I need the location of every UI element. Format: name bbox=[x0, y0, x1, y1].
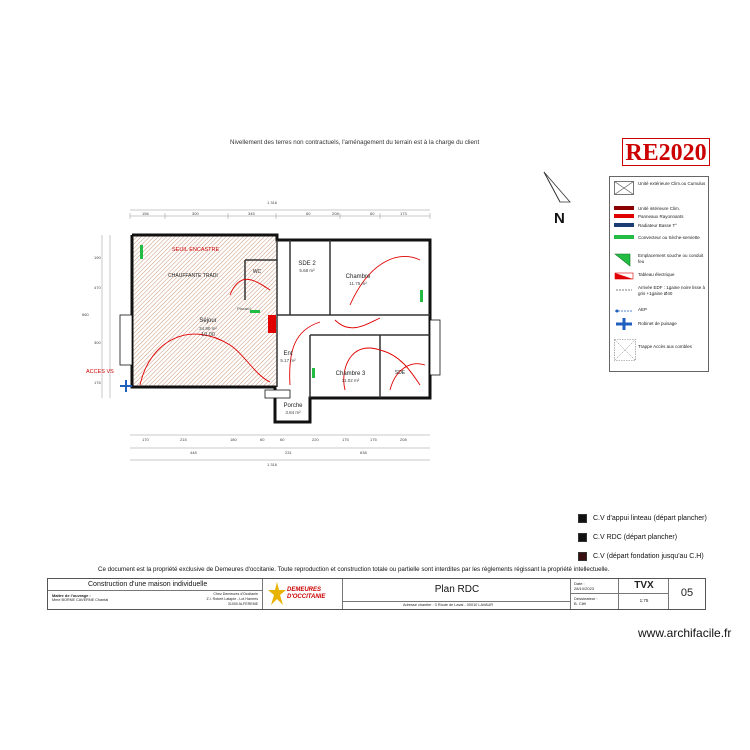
code-cell bbox=[619, 579, 669, 609]
title-block bbox=[47, 578, 706, 610]
dim-bottom: 170 bbox=[142, 437, 149, 442]
attic-hatch-icon bbox=[614, 339, 636, 361]
dim-bottom-total: 231 bbox=[285, 450, 292, 455]
dim-bottom: 215 bbox=[180, 437, 187, 442]
dim-top: 156 bbox=[142, 211, 149, 216]
symbol-legend: Unité extérieure Clim.ou Cumulus Unité intérieure Clim. Panneaux Rayonnants Radiateur Basse T° Convecteur ou Sèche-serviette Emplacement souche ou conduit feu Tableau électrique Arrivée EDF : 1gaine noire lisse à gris +1gaine Ø40 AEP Robinet de puisage Trappe Accès aux combles bbox=[609, 176, 709, 372]
header-note: Nivellement des terres non contractuels, l'aménagement du terrain est à la charge du client bbox=[230, 139, 480, 146]
scale-value: 1:75 bbox=[639, 598, 649, 603]
outdoor-unit-icon bbox=[614, 181, 634, 195]
cv-legend-item: C.V (départ fondation jusqu'au C.H) bbox=[578, 552, 704, 561]
cv-foundation-icon bbox=[578, 552, 587, 561]
dim-bottom: 208 bbox=[400, 437, 407, 442]
room-wc: WC bbox=[252, 269, 262, 275]
dim-bottom: 175 bbox=[370, 437, 377, 442]
drawer-value: B. Clift bbox=[574, 601, 586, 606]
site-address: Adresse chantier : 3 Route de Laval - 00010 LAVAUR bbox=[403, 603, 493, 607]
water-tap-marker bbox=[120, 380, 132, 392]
dim-top: 300 bbox=[192, 211, 199, 216]
dim-top: 208 bbox=[332, 211, 339, 216]
brand-name: DEMEURES D'OCCITANIE bbox=[287, 587, 326, 600]
room-chambre3: Chambre 3 bbox=[335, 371, 366, 377]
plan-title: Plan RDC bbox=[434, 584, 480, 595]
dim-bottom: 220 bbox=[312, 437, 319, 442]
address-line: Chez Demeures d'Occitanie bbox=[213, 592, 258, 596]
dim-left: 300 bbox=[94, 340, 101, 345]
plan-title-cell bbox=[343, 579, 571, 609]
dim-left: 176 bbox=[94, 380, 101, 385]
room-ent-area: 5.17 m² bbox=[280, 358, 296, 363]
room-ent: Ent bbox=[283, 351, 293, 357]
room-sde: SDE bbox=[394, 370, 406, 376]
electric-panel-icon bbox=[614, 272, 634, 280]
room-sejour: Séjour bbox=[199, 318, 217, 324]
dim-top: 60 bbox=[370, 211, 375, 216]
tap-icon bbox=[614, 317, 634, 331]
room-sde2-area: 5.68 m² bbox=[299, 268, 315, 273]
radiator-icon bbox=[614, 223, 634, 228]
dim-overall-top: 1 316 bbox=[267, 200, 278, 205]
drawer-label: Dessinateur : bbox=[574, 596, 598, 601]
date-value: 28/10/2023 bbox=[574, 586, 595, 591]
dim-bottom: 60 bbox=[280, 437, 285, 442]
cv-rdc-icon bbox=[578, 533, 587, 542]
dim-top: 60 bbox=[306, 211, 311, 216]
chimney-icon bbox=[614, 253, 634, 267]
room-chambre3-area: 11.02 m² bbox=[341, 378, 360, 383]
brand-cell bbox=[263, 579, 343, 609]
indoor-unit-icon bbox=[614, 206, 634, 211]
dim-bottom: 60 bbox=[260, 437, 265, 442]
dim-bottom-total: 638 bbox=[360, 450, 367, 455]
dim-overall-bottom: 1 316 bbox=[267, 462, 278, 467]
cv-lintel-icon bbox=[578, 514, 587, 523]
re2020-badge: RE2020 bbox=[622, 138, 710, 166]
title-project-cell bbox=[48, 579, 263, 609]
room-sejour-area-2: 10.00 bbox=[201, 332, 215, 338]
dim-left: 190 bbox=[94, 255, 101, 260]
dim-bottom-total: 448 bbox=[190, 450, 197, 455]
cv-legend-item: C.V RDC (départ plancher) bbox=[578, 533, 677, 542]
address-line: Z.I. Robert Latapie - Lot Harmes bbox=[206, 597, 258, 601]
room-chambre: Chambre bbox=[345, 274, 371, 280]
code-label: TVX bbox=[634, 580, 654, 591]
project-title: Construction d'une maison individuelle bbox=[88, 581, 208, 588]
sheet-cell bbox=[669, 579, 705, 609]
dim-top: 173 bbox=[400, 211, 407, 216]
sheet-number: 05 bbox=[680, 587, 694, 599]
radiant-panel-icon bbox=[614, 214, 634, 219]
dim-left: 470 bbox=[94, 285, 101, 290]
brand-logo-icon bbox=[267, 581, 287, 607]
room-porche: Porche bbox=[283, 403, 303, 409]
owner-label: Maitre de l'ouvrage : bbox=[52, 593, 91, 598]
convector-icon bbox=[614, 235, 634, 240]
edf-inlet-icon bbox=[614, 285, 634, 295]
date-cell bbox=[571, 579, 619, 609]
room-sejour-area: 34.90 m² bbox=[199, 326, 217, 331]
placard-label: Placard bbox=[237, 306, 251, 311]
disclaimer: Ce document est la propriété exclusive de Demeures d'occitanie. Toute reproduction et construction totale ou partielle sont interdites par les règlements régissant la propriété intellectuelle. bbox=[98, 566, 610, 573]
room-sde2: SDE 2 bbox=[298, 261, 316, 267]
dim-bottom: 180 bbox=[230, 437, 237, 442]
floor-plan bbox=[80, 200, 460, 470]
room-chambre-area: 11.75 m² bbox=[349, 281, 367, 286]
dim-bottom: 175 bbox=[342, 437, 349, 442]
owner-name: Mme BORNE CAVERNE Chantal bbox=[52, 598, 109, 602]
watermark[interactable]: www.archifacile.fr bbox=[638, 626, 732, 640]
acces-label: ACCES VS bbox=[86, 369, 114, 375]
date-label: Date : bbox=[574, 581, 585, 586]
room-porche-area: 3.84 m² bbox=[285, 410, 301, 415]
chauffe-label: CHAUFFANTE TRADI bbox=[168, 273, 218, 279]
water-inlet-icon bbox=[614, 307, 634, 315]
north-label: N bbox=[554, 210, 565, 227]
seuil-label: SEUIL ENCASTRE bbox=[172, 247, 220, 253]
north-arrow bbox=[538, 168, 578, 228]
cv-legend-item: C.V d'appui linteau (départ plancher) bbox=[578, 514, 707, 523]
dim-top: 345 bbox=[248, 211, 255, 216]
dim-left: 660 bbox=[82, 312, 89, 317]
address-line: 31000 ALFEREME bbox=[227, 602, 258, 606]
floor-plan-drawing bbox=[80, 200, 460, 470]
